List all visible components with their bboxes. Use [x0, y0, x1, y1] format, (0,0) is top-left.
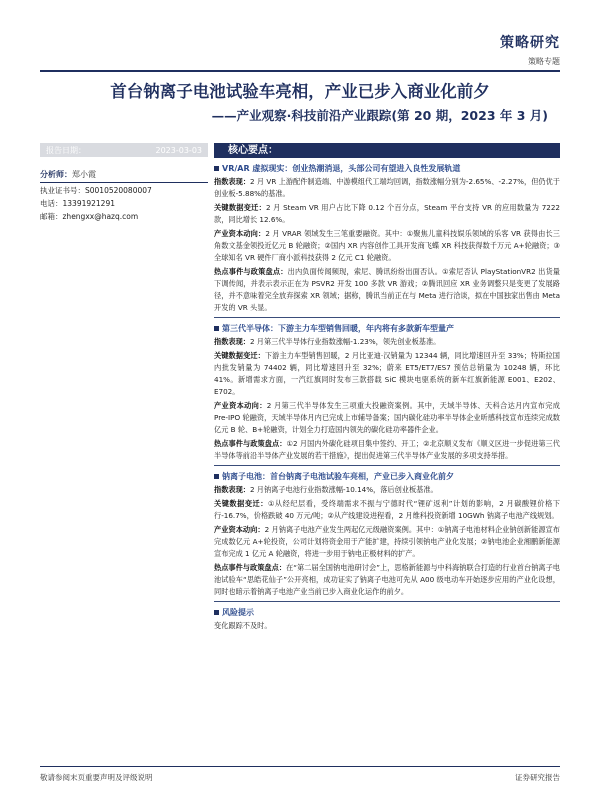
section-paragraph [214, 400, 560, 436]
paragraph-text: ①2 月国内外碳化硅项目集中签约、开工；②北京顺义发布《顺义区进一步促进第三代半导体等前沿半导体产业发展的若干措施》，提出促进第三代半导体产业发展的多项支持举措。 [214, 439, 560, 460]
brand-title: 策略研究 [500, 35, 560, 51]
section-title-text: 风险提示 [222, 608, 254, 617]
paragraph-text: 2 月钠离子电池产业发生两起亿元级融资案例。其中：①钠离子电池材料企业钠创新能源宣布完成数亿元 A+轮投资，公司计划将资金用于产能扩建，持续引领钠电产业化发展；②钠电池企业湘鹏新能源宣布完成 1 亿元 A 轮融资，将进一步用于钠电正极材料的扩产。 [214, 525, 560, 558]
paragraph-label: 产业资本动向： [214, 229, 266, 238]
paragraph-text: ①从经纪层看，受终端需求不振与宁德时代“锂矿返利”计划的影响，2 月碳酸锂价格下行-16.7%，价格跌破 40 万元/吨；②从产线建设进程看，2 月维科投资新增 10GWh 钠离子电池产线规划。 [214, 499, 560, 520]
paragraph-label: 关键数据变迁： [214, 203, 267, 212]
paragraph-label: 热点事件与政策盘点： [214, 563, 287, 572]
analyst-label: 分析师： [40, 170, 72, 179]
email-line[interactable]: 邮箱：zhengxx@hazq.com [40, 212, 139, 221]
paragraph-label: 指数表现： [214, 485, 250, 494]
section-paragraph [214, 562, 560, 598]
section-paragraph [214, 176, 560, 200]
section-paragraph [214, 336, 560, 348]
footer-disclaimer: 敬请参阅末页重要声明及评级说明 [40, 773, 153, 782]
footer-report-type: 证券研究报告 [515, 773, 560, 782]
section-paragraph [214, 202, 560, 226]
section-title-text: 第三代半导体：下游主力车型销售回暖，年内将有多款新车型量产 [222, 324, 454, 333]
report-title: 首台钠离子电池试验车亮相，产业已步入商业化前夕 [110, 82, 490, 101]
section-paragraph [214, 438, 560, 462]
paragraph-text: 出内负面传闻频现，索尼、腾讯纷纷出面否认。①索尼否认 PlayStationVR2 出货量下调传闻，并表示表示正在为 PSVR2 开发 100 多款 VR 游戏；②腾讯回应 XR 业务调整只是变更了发展路径，并不意味着完全放弃探索 XR 领域；据称，腾讯当前正在与 Meta 进行洽谈，拟在中国独家出售由 Meta 开发的 VR 头显。 [214, 267, 560, 312]
paragraph-label: 指数表现： [214, 177, 251, 186]
section-title-text: 钠离子电池：首台钠离子电池试验车亮相，产业已步入商业化前夕 [222, 472, 454, 481]
section-paragraph [214, 266, 560, 314]
paragraph-label: 热点事件与政策盘点： [214, 439, 287, 448]
core-points [214, 143, 560, 632]
report-subtitle: ——产业观察·科技前沿产业跟踪(第 20 期，2023 年 3 月) [211, 108, 548, 123]
section-paragraph [214, 524, 560, 560]
analyst-row [40, 169, 208, 183]
report-date-box [40, 143, 208, 157]
section-divider [214, 601, 560, 602]
paragraph-label: 产业资本动向： [214, 401, 267, 410]
paragraph-text: 变化跟踪不及时。 [214, 621, 272, 630]
paragraph-text: 2 月 VRAR 领域发生三笔重要融资。其中：①聚焦儿童科技娱乐领域的乐客 VR 获得由长三角数文基金领投近亿元 B 轮融资；②国内 XR 内容创作工具开发商飞蝶 XR 科技获得数千万元 A+轮融资；③全球知名 VR 硬件厂商小派科技获得 2 亿元 C1 轮融资。 [214, 229, 560, 262]
header-divider [40, 70, 560, 72]
license-line: 执业证书号：S0010520080007 [40, 186, 152, 195]
brand-subtitle: 策略专题 [528, 57, 560, 66]
section-paragraph [214, 484, 560, 496]
paragraph-text: 2 月钠离子电池行业指数涨幅-10.14%，落后创业板基准。 [249, 485, 438, 494]
report-date-value: 2023-03-03 [155, 145, 202, 155]
section-divider [214, 465, 560, 466]
section-bullet-icon [214, 166, 219, 171]
paragraph-text: 2 月 Steam VR 用户占比下降 0.12 个百分点，Steam 平台支持 VR 的应用数量为 7222 款，同比增长 12.6%。 [214, 203, 560, 224]
section-divider [214, 317, 560, 318]
core-points-heading: 核心要点： [214, 143, 560, 158]
paragraph-label: 关键数据变迁： [214, 351, 265, 360]
paragraph-label: 关键数据变迁： [214, 499, 268, 508]
section-title [214, 607, 560, 618]
paragraph-label: 产业资本动向： [214, 525, 265, 534]
paragraph-text: 2 月 VR 上游配件制造端、中游模组代工端均回调，指数涨幅分别为-2.65%、-2.27%，但仍优于创业板-5.88%的基准。 [214, 177, 560, 198]
section-title-text: VR/AR 虚拟现实：创业热潮消退，头部公司有望进入良性发展轨道 [222, 164, 461, 173]
paragraph-label: 热点事件与政策盘点： [214, 267, 288, 276]
section-title [214, 471, 560, 482]
core-sections [214, 163, 560, 632]
report-date-label: 报告日期： [46, 145, 86, 155]
section-bullet-icon [214, 326, 219, 331]
paragraph-text: 2 月第三代半导体行业指数涨幅-1.23%，领先创业板基准。 [249, 337, 441, 346]
section-paragraph [214, 498, 560, 522]
paragraph-text: 2 月第三代半导体发生三项重大投融资案例。其中，天域半导体、天科合达月内宣布完成 Pre-IPO 轮融资，天域半导体月内已完成上市辅导备案；国内碳化硅功率半导体企业昕感科技宣布连续完成数亿元 B 轮、B+轮融资，计划全力打造国内领先的碳化硅功率器件企业。 [214, 401, 560, 434]
section-title [214, 163, 560, 174]
section-paragraph [214, 228, 560, 264]
phone-line: 电话：13391921291 [40, 199, 115, 208]
section-paragraph [214, 620, 560, 632]
section-title [214, 323, 560, 334]
paragraph-label: 指数表现： [214, 337, 250, 346]
analyst-name: 郑小霞 [72, 170, 96, 179]
section-bullet-icon [214, 474, 219, 479]
footer-divider [40, 766, 560, 767]
paragraph-text: 下游主力车型销售回暖，2 月比亚迪·汉销量为 12344 辆，同比增速回升至 33%；特斯拉国内批发销量为 74402 辆，同比增速回升至 32%；蔚来 ET5/ET7/ES7 预估总销量为 10248 辆，环比 41%。新增需求方面，一汽红旗同时发布三款搭载 SiC 模块电驱系统的新车红旗新能源 E001、E202、E702。 [214, 351, 560, 396]
section-paragraph [214, 350, 560, 398]
sidebar-info [40, 143, 208, 222]
section-bullet-icon [214, 610, 219, 615]
paragraph-text: 在“第二届全国钠电池研讨会”上，思格新能源与中科海钠联合打造的行业首台钠离子电池试验车“思皓花仙子”公开亮相，成功证实了钠离子电池可先从 A00 级电动车开始逐步应用的产业化设想，同时也暗示着钠离子电池产业当前已步入商业化运作的前夕。 [214, 563, 560, 596]
